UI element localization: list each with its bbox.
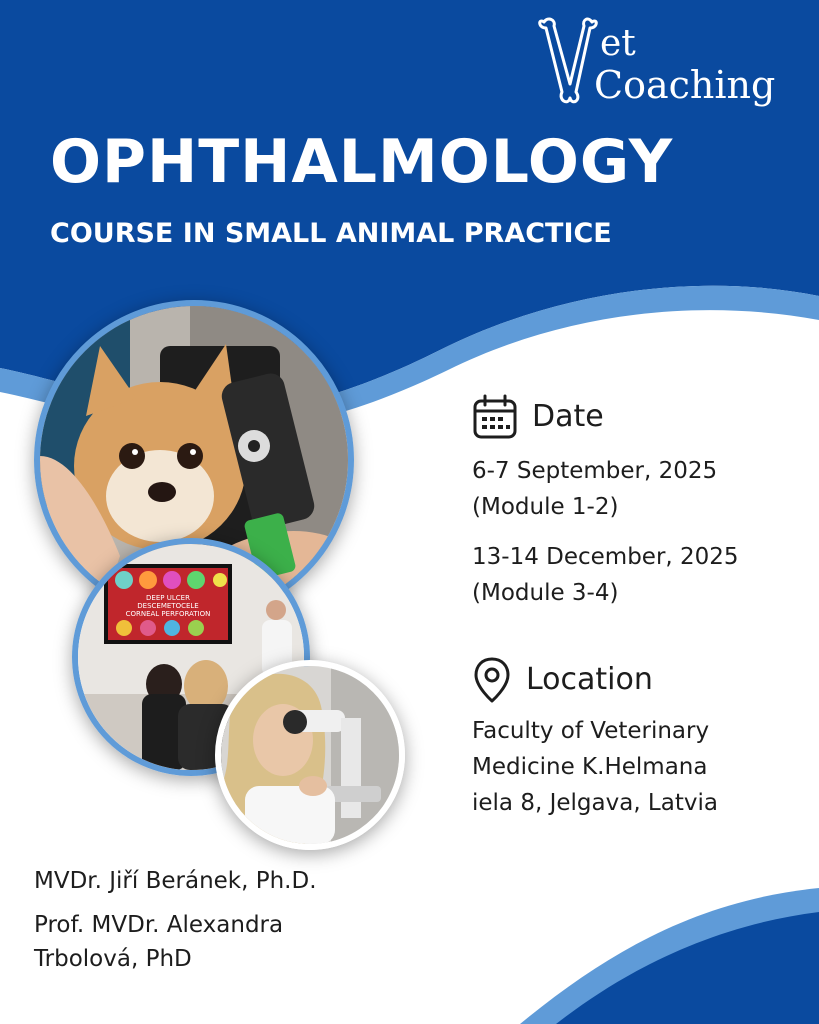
logo-word-et: et: [600, 23, 636, 64]
location-line-3: iela 8, Jelgava, Latvia: [472, 790, 718, 816]
speaker-line-1: MVDr. Jiří Beránek, Ph.D.: [34, 868, 317, 894]
date-label: Date: [532, 399, 604, 434]
location-heading: [472, 656, 653, 704]
slit-lamp-illustration: [221, 666, 399, 844]
location-line-1: Faculty of Veterinary: [472, 718, 710, 744]
logo-word-coaching: Coaching: [594, 63, 776, 107]
date-line-2: (Module 1-2): [472, 494, 619, 520]
course-subtitle: COURSE IN SMALL ANIMAL PRACTICE: [50, 218, 612, 249]
screen-line-1: DEEP ULCER: [146, 594, 190, 602]
speaker-line-2: Prof. MVDr. Alexandra: [34, 912, 284, 938]
screen-line-2: DESCEMETOCELE: [137, 602, 199, 610]
date-line-4: (Module 3-4): [472, 580, 619, 606]
speaker-line-3: Trbolová, PhD: [34, 946, 192, 972]
speakers-list: [34, 864, 317, 976]
date-line-1: 6-7 September, 2025: [472, 458, 718, 484]
date-heading: [472, 394, 604, 440]
screen-line-3: CORNEAL PERFORATION: [125, 610, 211, 618]
location-label: Location: [526, 662, 653, 697]
bone-v-logo-icon: [536, 14, 600, 106]
date-line-3: 13-14 December, 2025: [472, 544, 739, 570]
location-pin-icon: [472, 656, 512, 704]
calendar-icon: [472, 394, 518, 440]
location-line-2: Medicine K.Helmana: [472, 754, 708, 780]
course-title: OPHTHALMOLOGY: [50, 127, 674, 197]
slit-lamp-student-photo: [215, 660, 405, 850]
vet-coaching-logo: [536, 14, 776, 114]
